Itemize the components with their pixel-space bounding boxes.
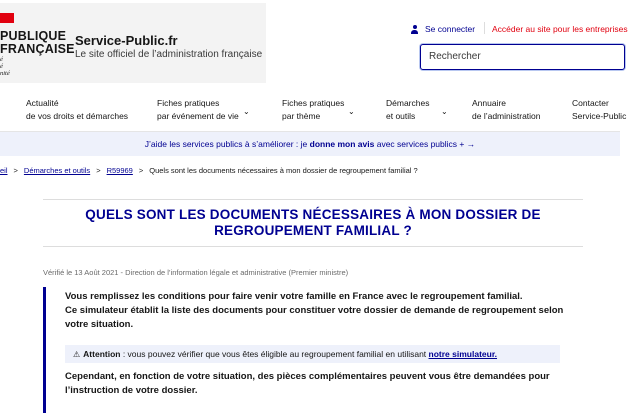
site-tagline: Le site officiel de l’administration française — [75, 49, 263, 60]
connect-label: Se connecter — [425, 24, 476, 34]
breadcrumb-current: Quels sont les documents nécessaires à mon dossier de regroupement familial ? — [149, 166, 418, 175]
search-box[interactable] — [420, 44, 625, 70]
nav-item-line2: et outils — [386, 111, 416, 121]
title-divider — [43, 199, 583, 200]
search-input[interactable] — [429, 51, 619, 62]
breadcrumb-demarches[interactable]: Démarches et outils — [23, 166, 91, 175]
nav-item-fiches-evenement[interactable] — [157, 97, 250, 123]
nav-item-contacter[interactable] — [572, 97, 626, 123]
breadcrumb-home[interactable]: eil — [0, 166, 8, 175]
breadcrumb-separator: > — [138, 166, 144, 175]
nav-item-line2: Service-Public — [572, 111, 627, 121]
warning-icon: ⚠ — [73, 350, 81, 359]
nav-item-line1: Démarches — [386, 98, 430, 108]
breadcrumb — [0, 166, 418, 175]
title-divider — [43, 246, 583, 247]
header-divider — [484, 22, 485, 34]
site-title[interactable]: Service-Public.fr — [75, 33, 178, 48]
banner-suffix: avec services publics + → — [374, 139, 476, 149]
connect-link[interactable] — [410, 24, 475, 34]
marianne-motto: é é nité — [0, 56, 10, 77]
chevron-down-icon: ⌄ — [441, 107, 448, 116]
banner-bold: donne mon avis — [309, 139, 375, 149]
further-text: Cependant, en fonction de votre situation, des pièces complémentaires peuvent vous être demandées pour l’instruction de votre dossier. — [65, 371, 550, 396]
intro-line-2: Ce simulateur établit la liste des documents pour constituer votre dossier de demande de regroupement selon votre situation. — [65, 305, 564, 330]
nav-item-actualite[interactable] — [26, 97, 128, 123]
nav-item-demarches[interactable] — [386, 97, 448, 123]
intro-text — [65, 290, 585, 332]
marianne-line-1: PUBLIQUE — [0, 29, 67, 43]
chevron-down-icon: ⌄ — [243, 107, 250, 116]
nav-item-line1: Fiches pratiques — [282, 98, 345, 108]
business-access-link[interactable]: Accéder au site pour les entreprises — [492, 24, 628, 34]
breadcrumb-code[interactable]: R59969 — [106, 166, 133, 175]
nav-item-line2: de vos droits et démarches — [26, 111, 129, 121]
marianne-line-2: FRANÇAISE — [0, 42, 75, 56]
nav-item-line1: Contacter — [572, 98, 609, 108]
header — [0, 0, 628, 86]
main-nav — [0, 88, 627, 132]
simulator-link[interactable]: notre simulateur. — [428, 349, 498, 359]
breadcrumb-separator: > — [13, 166, 18, 175]
nav-item-line1: Actualité — [26, 98, 59, 108]
content-accent-bar — [43, 287, 46, 413]
nav-item-line2: de l’administration — [472, 111, 541, 121]
warning-callout — [65, 345, 560, 363]
intro-line-1: Vous remplissez les conditions pour faire venir votre famille en France avec le regroupement familial. — [65, 291, 523, 302]
nav-item-annuaire[interactable] — [472, 97, 541, 123]
nav-item-line1: Fiches pratiques — [157, 98, 220, 108]
verified-date: Vérifié le 13 Août 2021 - Direction de l’information légale et administrative (Premier ministre) — [43, 268, 349, 277]
chevron-down-icon: ⌄ — [348, 107, 355, 116]
warning-text: : vous pouvez vérifier que vous êtes éligible au regroupement familial en utilisant — [120, 349, 429, 359]
person-icon — [410, 25, 419, 34]
logo-block[interactable] — [0, 3, 266, 83]
feedback-banner[interactable] — [0, 132, 620, 156]
page-title: QUELS SONT LES DOCUMENTS NÉCESSAIRES À MON DOSSIER DE REGROUPEMENT FAMILIAL ? — [85, 207, 541, 238]
nav-item-fiches-theme[interactable] — [282, 97, 355, 123]
nav-item-line1: Annuaire — [472, 98, 507, 108]
warning-label: Attention — [83, 349, 121, 359]
banner-prefix: J’aide les services publics à s’améliorer : je — [144, 139, 310, 149]
flag-icon — [0, 13, 14, 23]
nav-item-line2: par thème — [282, 111, 321, 121]
nav-item-line2: par événement de vie — [157, 111, 239, 121]
breadcrumb-separator: > — [96, 166, 101, 175]
